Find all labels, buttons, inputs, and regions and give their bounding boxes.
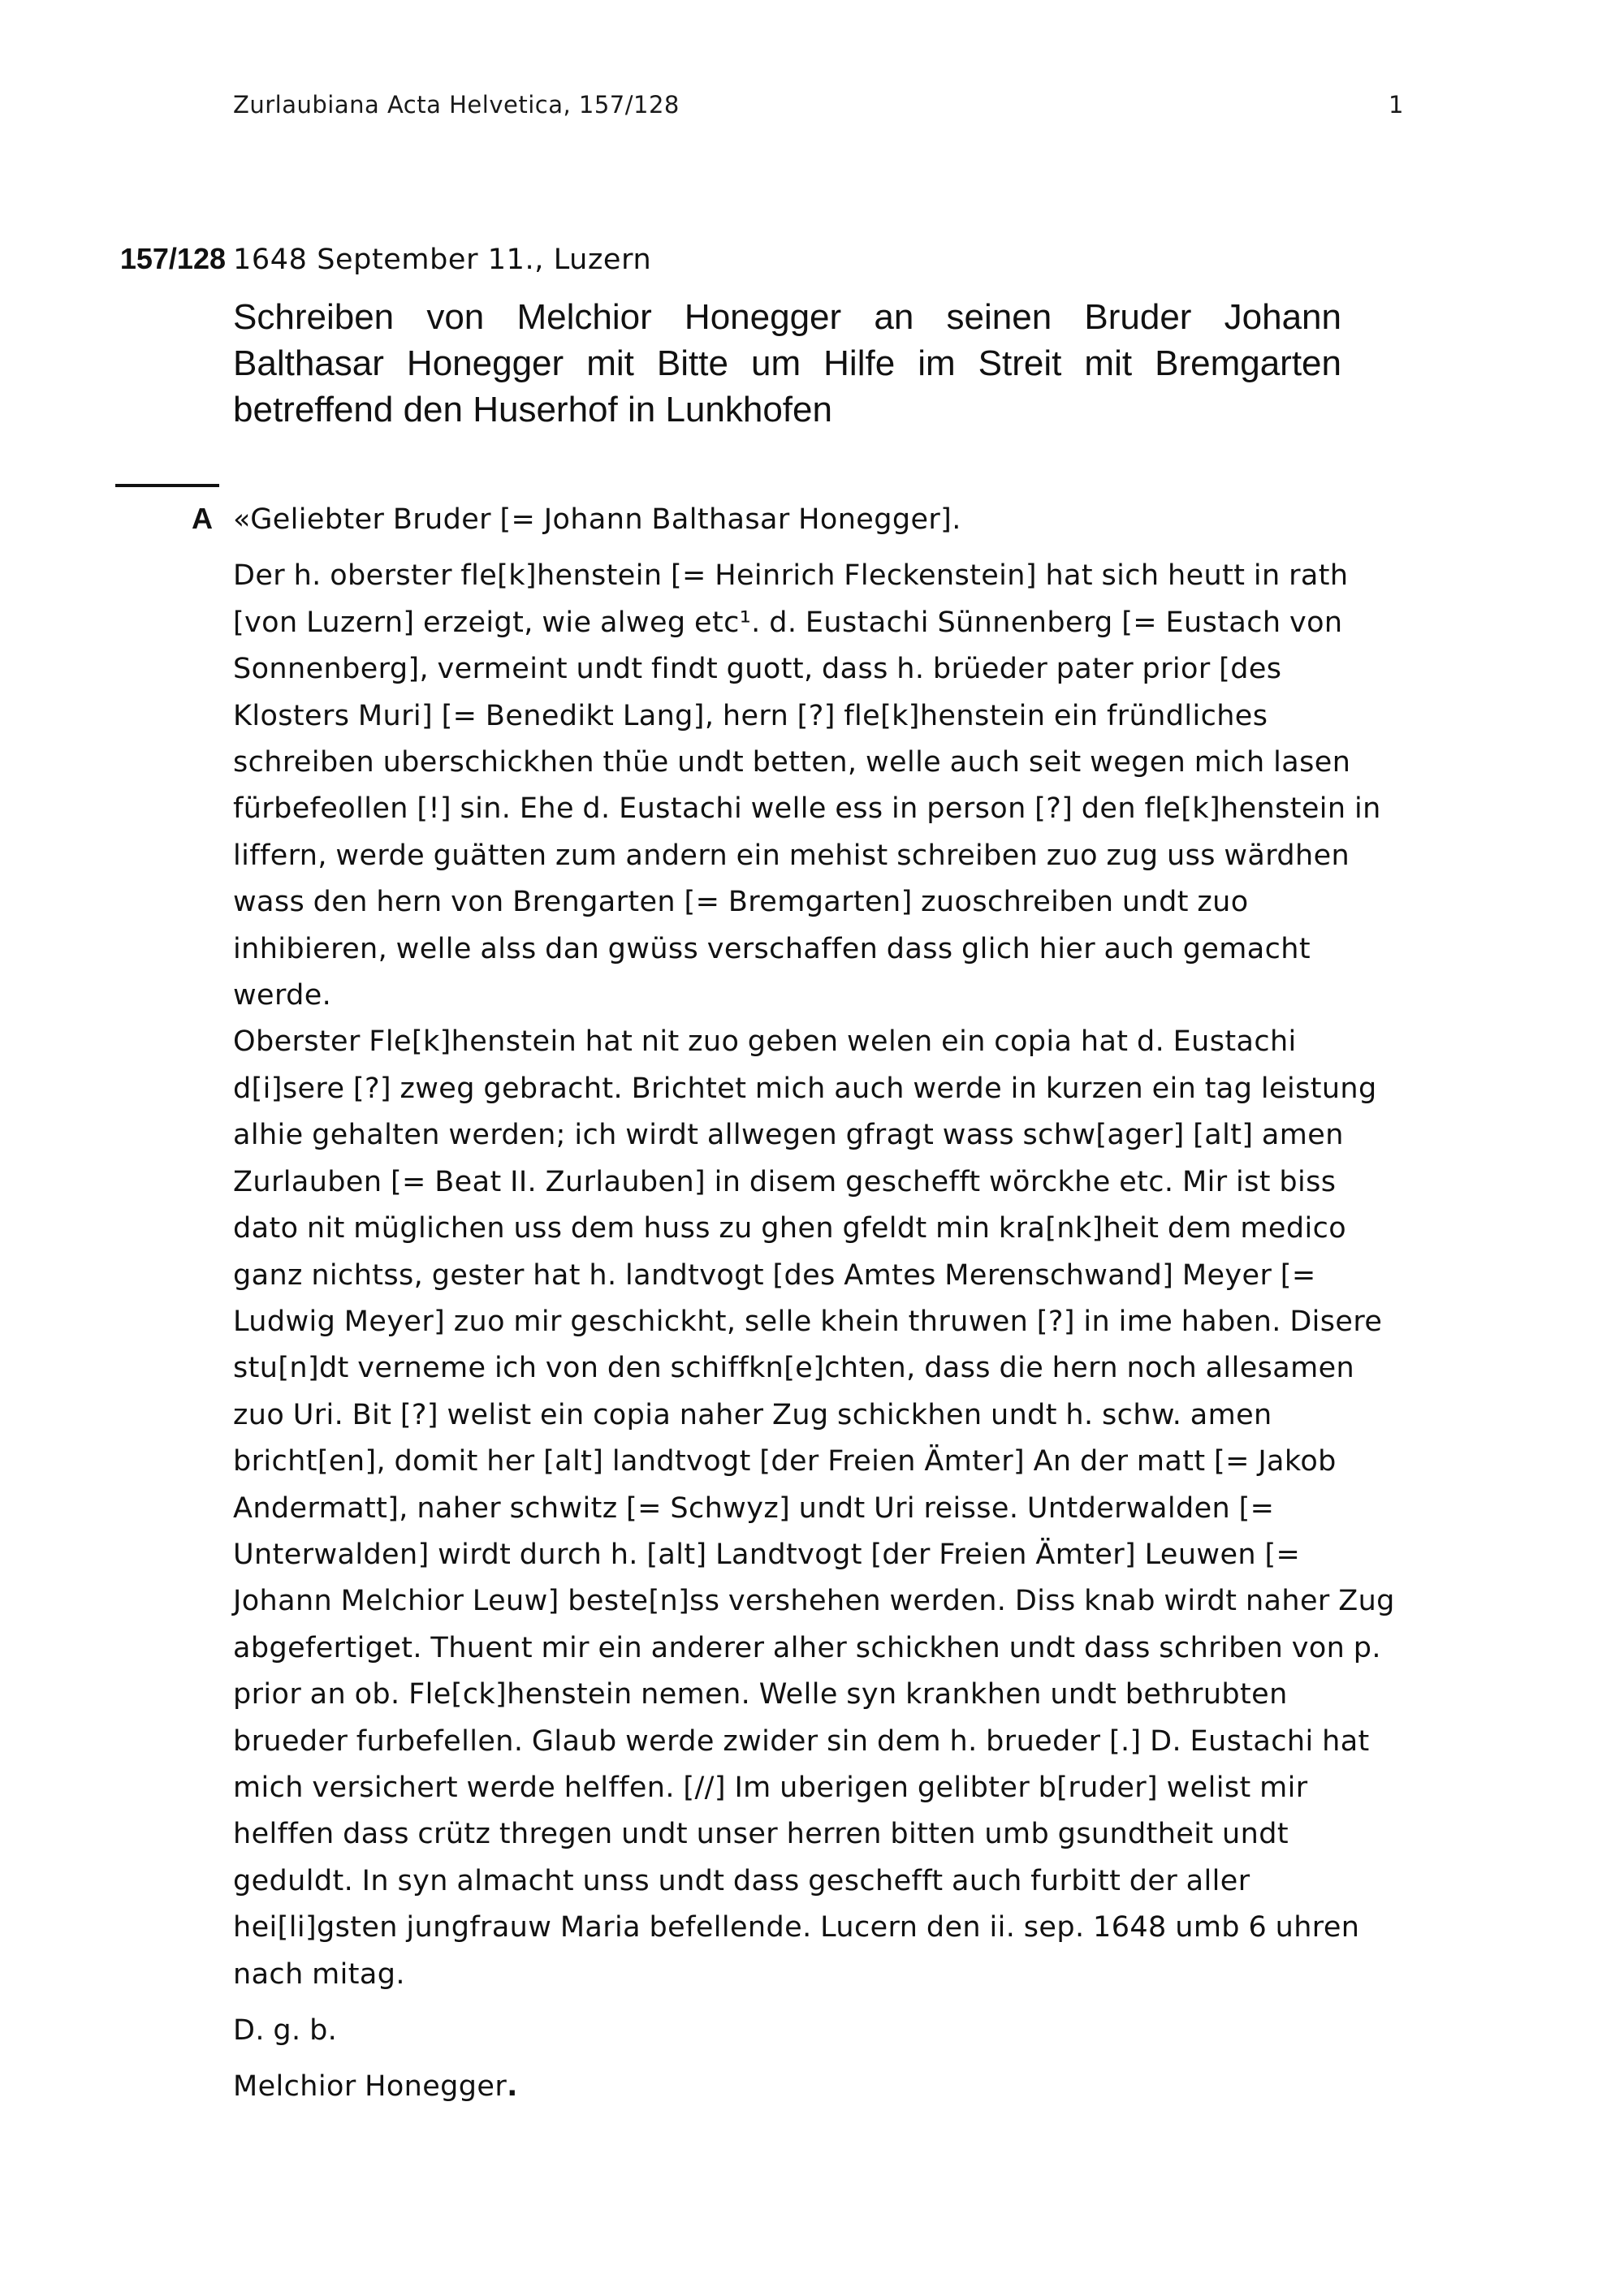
section-rule xyxy=(115,484,219,487)
document-title: Schreiben von Melchior Honegger an seinen Bruder Johann Balthasar Honegger mit Bitte um Hilfe im Streit mit Bremgarten betreffend den Huserhof in Lunkhofen xyxy=(233,297,1341,429)
signature-line xyxy=(233,2064,1406,2110)
source-label: A xyxy=(192,502,213,535)
document-date-place: 1648 September 11., Luzern xyxy=(233,244,652,276)
transcription-body xyxy=(233,497,1406,2121)
document-number: 157/128 xyxy=(119,242,226,275)
running-head: Zurlaubiana Acta Helvetica, 157/128 xyxy=(233,91,680,119)
salutation: «Geliebter Bruder [= Johann Balthasar Honegger]. xyxy=(233,503,961,536)
signature-period: . xyxy=(507,2070,518,2104)
signature: Melchior Honegger xyxy=(233,2070,508,2104)
letter-body: Der h. oberster fle[k]henstein [= Heinrich Fleckenstein] hat sich heutt in rath [von Luzern] erzeigt, wie alweg etc¹. d. Eustachi Sünnenberg [= Eustach von Sonnenberg], vermeint undt findt guott, dass h. brüeder pater prior [des Klosters Muri] [= Benedikt Lang], hern [?] fle[k]henstein ein fründliches schreiben uberschickhen thüe undt betten, welle auch seit wegen mich lasen fürbefeollen [!] sin. Ehe d. Eustachi welle ess in person [?] den fle[k]henstein in liffern, werde guätten zum andern ein mehist schreiben zuo zug uss wärdhen wass den hern von Brengarten [= Bremgarten] zuoschreiben undt zuo inhibieren, welle alss dan gwüss verschaffen dass glich hier auch gemacht werde. Oberster Fle[k]henstein hat nit zuo geben welen ein copia hat d. Eustachi d[i]sere [?] zweg gebracht. Brichtet mich auch werde in kurzen ein tag leistung alhie gehalten werden; ich wirdt allwegen gfragt wass schw[ager] [alt] amen Zurlauben [= Beat II. Zurlauben] in disem geschefft wörckhe etc. Mir ist biss dato nit müglichen uss dem huss zu ghen gfeldt min kra[nk]heit dem medico ganz nichtss, gester hat h. landtvogt [des Amtes Merenschwand] Meyer [= Ludwig Meyer] zuo mir geschickht, selle khein thruwen [?] in ime haben. Disere stu[n]dt verneme ich von den schiffkn[e]chten, dass die hern noch allesamen zuo Uri. Bit [?] welist ein copia naher Zug schickhen undt h. schw. amen bricht[en], domit her [alt] landtvogt [der Freien Ämter] An der matt [= Jakob Andermatt], naher schwitz [= Schwyz] undt Uri reisse. Untderwalden [= Unterwalden] wirdt durch h. [alt] Landtvogt [der Freien Ämter] Leuwen [= Johann Melchior Leuw] beste[n]ss vershehen werden. Diss knab wirdt naher Zug abgefertiget. Thuent mir ein anderer alher schickhen undt dass schriben von p. prior an ob. Fle[ck]henstein nemen. Welle syn krankhen undt bethrubten brueder furbefellen. Glaub werde zwider sin dem h. brueder [.] D. Eustachi hat mich versichert werde helffen. [//] Im uberigen gelibter b[ruder] welist mir helffen dass crütz thregen undt unser herren bitten umb gsundtheit undt geduldt. In syn almacht unss undt dass geschefft auch furbitt der aller hei[li]gsten jungfrauw Maria befellende. Lucern den ii. sep. 1648 umb 6 uhren nach mitag. xyxy=(233,559,1395,1991)
closing: D. g. b. xyxy=(233,2014,338,2047)
page-number: 1 xyxy=(1389,91,1404,119)
